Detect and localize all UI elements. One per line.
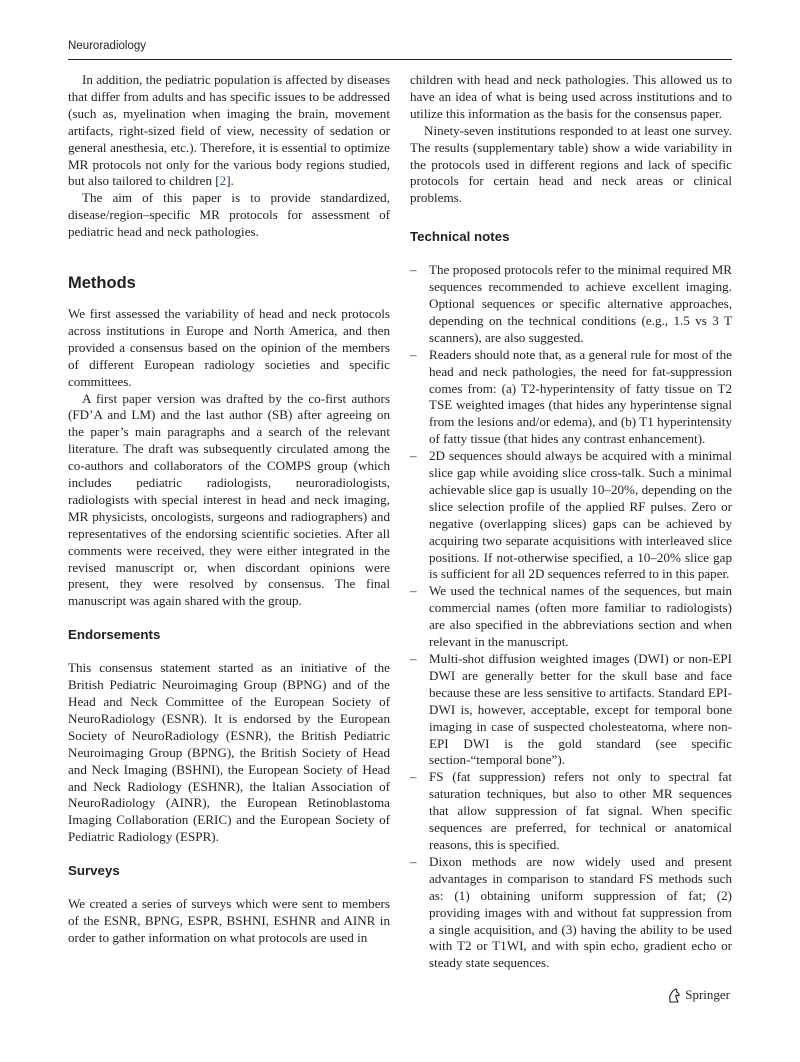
left-column	[68, 72, 390, 947]
list-item	[410, 769, 732, 854]
dash-bullet: –	[410, 651, 417, 666]
header-rule	[68, 59, 732, 60]
note-text: Multi-shot diffusion weighted images (DWI) or non-EPI DWI are generally better for the skull base and face because these are less sensitive to artifacts. Standard EPI-DWI is, however, acceptable, except for temporal bone imaging in case of suspected cholesteatoma, where non-EPI DWI is the gold standard (see specific section-“temporal bone”).	[429, 651, 732, 768]
intro-text-end: ].	[226, 173, 234, 189]
dash-bullet: –	[410, 262, 417, 278]
note-text: The proposed protocols refer to the minimal required MR sequences recommended to achieve excellent imaging. Optional sequences or specific alternative approaches, depending on the technical conditions (e.g., 1.5 vs 3 T scanners), are also suggested.	[429, 262, 732, 345]
dash-bullet: –	[410, 769, 417, 785]
note-text: Readers should note that, as a general rule for most of the head and neck pathologies, the need for fat-suppression comes from: (a) T2-hyperintensity of fatty tissue on T2 TSE weighted images (that hides any hyperintense signal from the lesions and/or edema), and (b) T1 hyperintensity of fatty tissue (that hides any contrast enhancement).	[429, 346, 732, 447]
endorsements-heading: Endorsements	[68, 627, 161, 643]
surveys-heading: Surveys	[68, 863, 120, 879]
note-text: Dixon methods are now widely used and present advantages in comparison to standard FS methods such as: (1) obtaining uniform suppression of fat; (2) providing images with and without fat suppression from a single acquisition, and (3) having the ability to be used with T2 or T1WI, and with spin echo, gradient echo or steady state sequences.	[429, 853, 732, 971]
intro-text: In addition, the pediatric population is affected by diseases that differ from adults and has specific issues to be addressed (such as, myelination when imaging the brain, movement artifacts, right-sized field of view, necessity of sedation or general anesthesia, etc.). Therefore, it is essential to optimize MR protocols not only for the various body regions studied, but also tailored to children [	[68, 72, 390, 189]
surveys-paragraph: We created a series of surveys which were sent to members of the ESNR, BPNG, ESPR, BSHNI, ESHNR and AINR in order to gather information on what protocols are used in	[68, 896, 390, 945]
journal-name: Neuroradiology	[68, 40, 146, 52]
intro-paragraph-1	[68, 72, 390, 190]
technical-notes-heading: Technical notes	[410, 229, 510, 245]
list-item	[410, 651, 732, 769]
dash-bullet: –	[410, 583, 417, 599]
note-text: We used the technical names of the sequences, but main commercial names (often more familiar to radiologists) are also specified in the abbreviations section and when relevant in the manuscript.	[429, 583, 732, 650]
list-item	[410, 448, 732, 583]
list-item	[410, 583, 732, 651]
methods-paragraph-1: We first assessed the variability of head and neck protocols across institutions in Europe and North America, and then provided a consensus based on the opinion of the members of different European radiology societies and specific committees.	[68, 305, 390, 389]
list-item	[410, 262, 732, 347]
surveys-continued-paragraph: children with head and neck pathologies. This allowed us to have an idea of what is being used across institutions and to utilize this information as the basis for the consensus paper.	[410, 72, 732, 121]
dash-bullet: –	[410, 448, 417, 464]
endorsements-paragraph: This consensus statement started as an initiative of the British Pediatric Neuroimaging Group (BPNG) and of the Head and Neck Committee of the European Society of NeuroRadiology (ESNR). It is endorsed by the European Society of NeuroRadiology (ESNR), the British Pediatric Neuroimaging Group (BPNG), the British Society of Head and Neck Imaging (BSHNI), the European Society of Head and Neck Radiology (ESHNR), the Italian Association of NeuroRadiology (AINR), the European Retinoblastoma Imaging Collaboration (ERIC) and the European Society of Pediatric Radiology (ESPR).	[68, 660, 390, 845]
springer-horse-icon	[667, 988, 681, 1003]
note-text: 2D sequences should always be acquired with a minimal slice gap while avoiding slice cross-talk. Such a minimal achievable slice gap is usually 10–20%, depending on the slice selection profile of the applied RF pulses. Zero or negative (overlapping slices) gaps can be achieved by acquiring two separate acquisitions with interleaved slice positions. If not-otherwise specified, a 10–20% slice gap is sufficient for all 2D sequences referred to in this paper.	[429, 448, 732, 582]
methods-paragraph-2: A first paper version was drafted by the co-first authors (FD’A and LM) and the last author (SB) after agreeing on the paper’s main paragraphs and a search of the relevant literature. The draft was subsequently circulated among the co-authors and collaborators of the COMPS group (which includes pediatric radiologists, neuroradiologists, radiologists with special interest in head and neck imaging, MR physicists, oncologists, surgeons and radiographers) and representatives of the endorsing scientific societies. After all comments were received, they were either integrated in the revised manuscript or, when discordant opinions were present, they were resolved by consensus. The final manuscript was again shared with the group.	[68, 390, 390, 609]
reference-link-2[interactable]: 2	[219, 173, 227, 189]
note-text: FS (fat suppression) refers not only to spectral fat saturation techniques, but also to other MR sequences that allow suppression of fat signal. When specific sequences are preferred, for technical or anatomical reasons, this is specified.	[429, 769, 732, 852]
intro-paragraph-2: The aim of this paper is to provide standardized, disease/region–specific MR protocols for assessment of pediatric head and neck pathologies.	[68, 190, 390, 240]
methods-heading: Methods	[68, 274, 136, 293]
list-item	[410, 854, 732, 972]
publisher-name: Springer	[685, 987, 730, 1002]
list-item	[410, 347, 732, 448]
right-column	[410, 72, 732, 972]
surveys-results-paragraph: Ninety-seven institutions responded to at least one survey. The results (supplementary table) show a wide variability in the protocols used in different regions and lack of specific protocols for certain head and neck areas or clinical problems.	[410, 122, 732, 206]
publisher-footer	[667, 987, 730, 1003]
dash-bullet: –	[410, 853, 417, 869]
dash-bullet: –	[410, 346, 417, 362]
technical-notes-list	[410, 262, 732, 972]
